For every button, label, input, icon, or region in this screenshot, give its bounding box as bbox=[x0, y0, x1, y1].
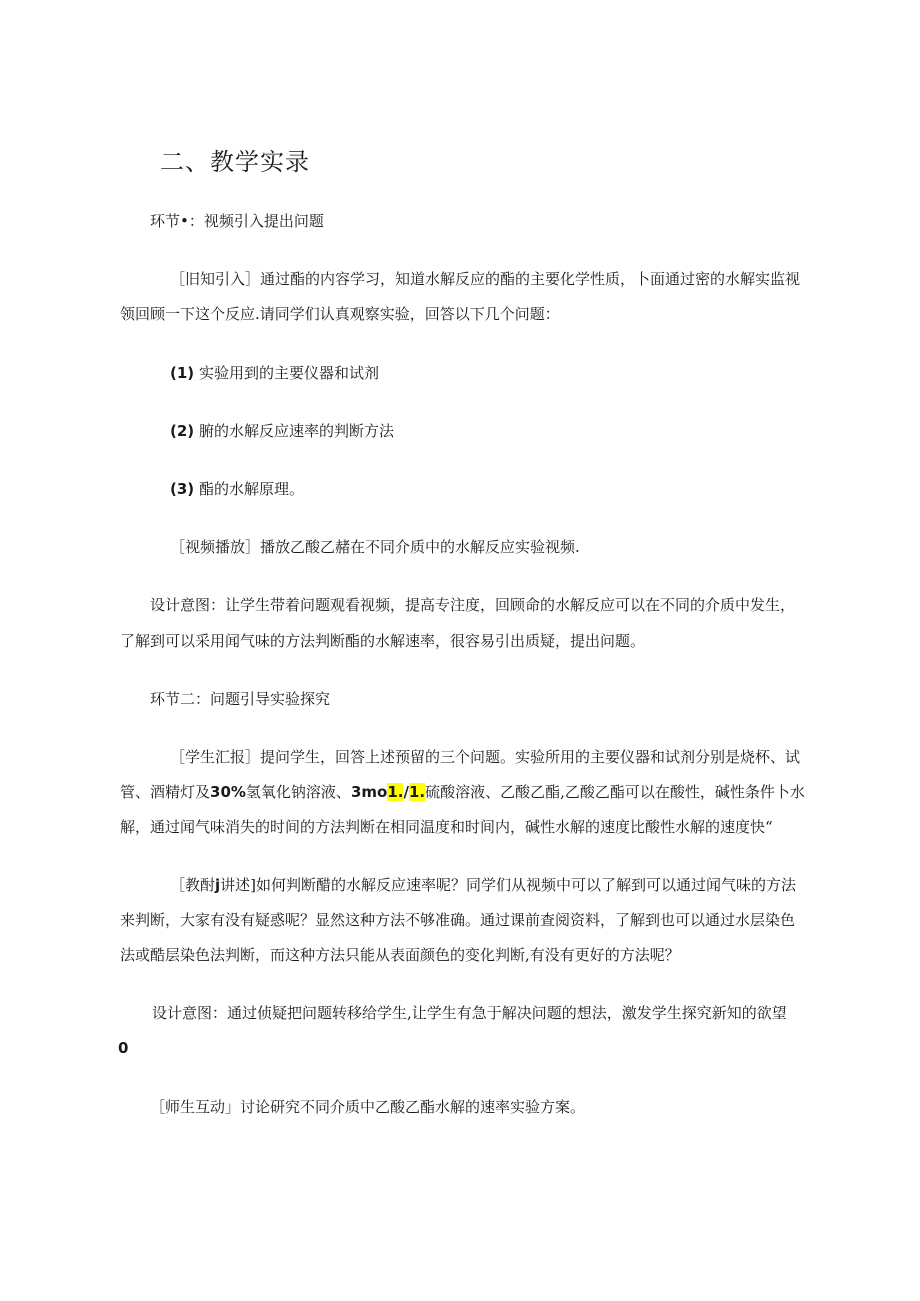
slash-text: / bbox=[403, 783, 409, 801]
question-text: 实验用到的主要仪器和试剂 bbox=[198, 364, 379, 382]
intro-line-2: 领回顾一下这个反应.请同学们认真观察实验，回答以下几个问题： bbox=[120, 305, 560, 323]
question-text: 腑的水解反应速率的判断方法 bbox=[198, 422, 394, 440]
design-2-line-1: 设计意图：通过侦疑把问题转移给学生,让学生有急于解决问题的想法，激发学生探究新知的欲望 bbox=[152, 1004, 787, 1022]
intro-line-1: ［旧知引入］通过酯的内容学习，知道水解反应的酯的主要化学性质，卜面通过密的水解实监视 bbox=[170, 270, 801, 288]
report-text: 氢氧化钠溶液、 bbox=[245, 783, 351, 801]
highlighted-text: 1. bbox=[408, 783, 426, 801]
naoh-concentration: 30% bbox=[210, 783, 246, 801]
question-item bbox=[170, 356, 379, 391]
design-1-line-2: 了解到可以采用闻气味的方法判断酯的水解速率，很容易引出质疑，提出问题。 bbox=[120, 632, 646, 650]
teacher-text: ［教酎 bbox=[170, 876, 216, 894]
teacher-line-2: 来判断，大家有没有疑惑呢？显然这种方法不够准确。通过课前查阅资料，了解到也可以通过水层染色 bbox=[120, 911, 796, 929]
report-line-2 bbox=[120, 775, 805, 810]
design-2-line-2: 0 bbox=[118, 1039, 129, 1057]
report-line-3: 解，通过闻气味消失的时间的方法判断在相同温度和时间内，碱性水解的速度比酸性水解的速度快“ bbox=[120, 818, 773, 836]
design-1-line-1: 设计意图：让学生带着问题观看视频，提高专注度，回顾命的水解反应可以在不同的介质中发生， bbox=[150, 596, 796, 614]
section-1-title: 环节•：视频引入提出问题 bbox=[150, 212, 324, 230]
interaction-paragraph: ［师生互动」讨论研究不同介质中乙酸乙酯水解的速率实验方案。 bbox=[150, 1098, 586, 1116]
report-text: 管、酒精灯及 bbox=[120, 783, 211, 801]
teacher-line-3: 法或酷层染色法判断，而这种方法只能从表面颜色的变化判断,有没有更好的方法呢？ bbox=[120, 946, 680, 964]
question-number: (2) bbox=[170, 422, 195, 440]
teacher-text-bold: j bbox=[215, 876, 221, 894]
report-text: 硫酸溶液、乙酸乙酯,乙酸乙酯可以在酸性，碱性条件卜水 bbox=[425, 783, 805, 801]
acid-concentration: 3mo bbox=[350, 783, 388, 801]
teacher-line-1 bbox=[170, 868, 796, 903]
video-paragraph: ［视频播放］播放乙酸乙赭在不同介质中的水解反应实验视频. bbox=[170, 538, 580, 556]
report-line-1: ［学生汇报］提问学生，回答上述预留的三个问题。实验所用的主要仪器和试剂分别是烧杯、试 bbox=[170, 748, 801, 766]
teacher-text: 讲述]如何判断醋的水解反应速率呢？同学们从视频中可以了解到可以通过闻气味的方法 bbox=[220, 876, 797, 894]
question-item bbox=[170, 414, 394, 449]
highlighted-text: 1. bbox=[387, 783, 404, 801]
section-2-title: 环节二：问题引导实验探究 bbox=[150, 690, 331, 708]
question-text: 酯的水解原理。 bbox=[198, 480, 304, 498]
question-number: (1) bbox=[170, 364, 195, 382]
question-number: (3) bbox=[170, 480, 195, 498]
section-heading: 二、教学实录 bbox=[160, 148, 310, 176]
question-item bbox=[170, 472, 304, 507]
